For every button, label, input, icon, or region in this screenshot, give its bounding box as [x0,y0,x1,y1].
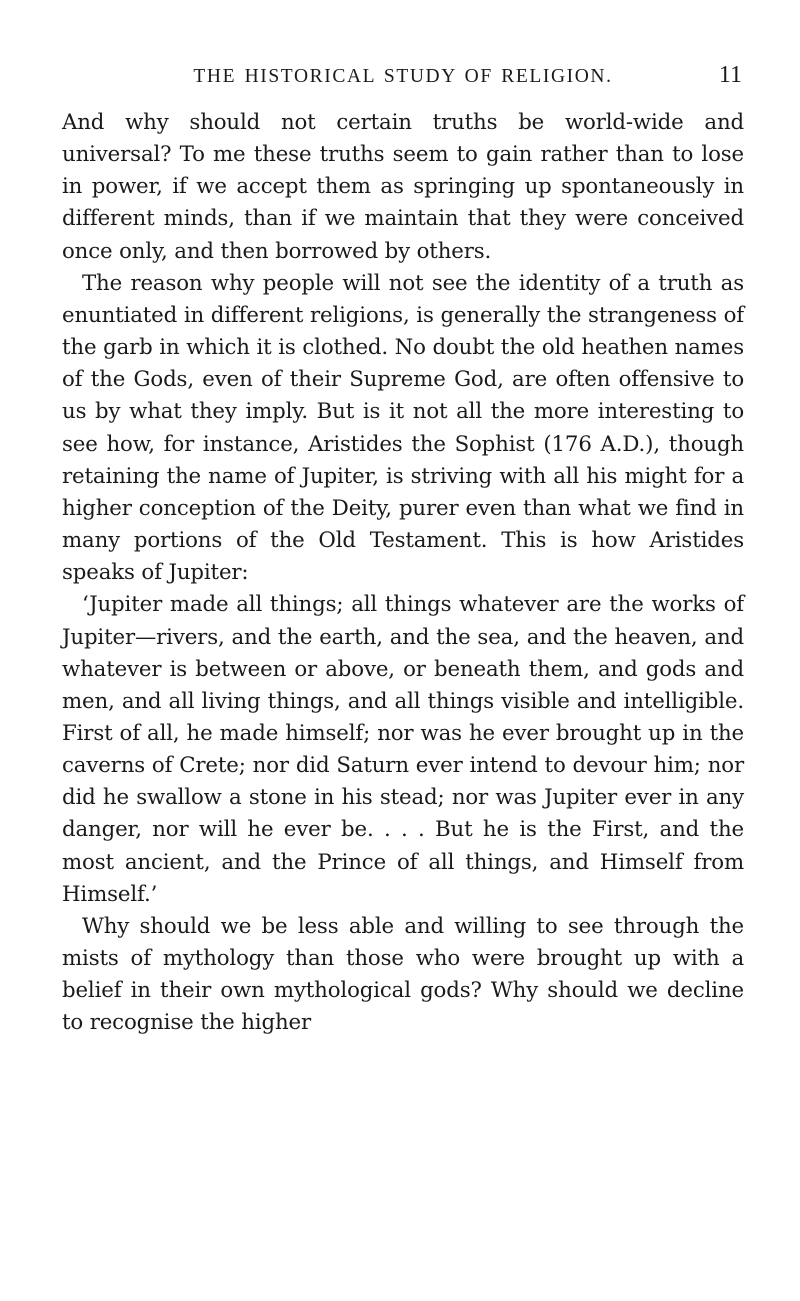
paragraph-2: The reason why people will not see the identity of a truth as enuntiated in different religions, is generally the strangeness of the garb in which it is clothed. No doubt the old heathen names of the Gods, even of their Supreme God, are often offensive to us by what they imply. But is it not all the more interesting to see how, for instance, Aristides the Sophist (176 A.D.), though retaining the name of Jupiter, is striving with all his might for a higher conception of the Deity, purer even than what we find in many portions of the Old Testament. This is how Aristides speaks of Jupiter: [62,270,744,586]
paragraph-4: Why should we be less able and willing to see through the mists of mythology than those who were brought up with a belief in their own mythological gods? Why should we decline to recognise the higher [62,913,744,1036]
paragraph-1: And why should not certain truths be world-wide and universal? To me these truths seem to gain rather than to lose in power, if we accept them as springing up spontaneously in different minds, than if we maintain that they were conceived once only, and then borrowed by others. [62,110,744,264]
book-page [62,58,744,1040]
paragraph-3-quotation: ‘Jupiter made all things; all things whatever are the works of Jupiter—rivers, and the earth, and the sea, and the heaven, and whatever is between or above, or beneath them, and gods and men, and all living things, and all things visible and intelligible. First of all, he made himself; nor was he ever brought up in the caverns of Crete; nor did Saturn ever intend to devour him; nor did he swallow a stone in his stead; nor was Jupiter ever in any danger, nor will he ever be. . . . But he is the First, and the most ancient, and the Prince of all things, and Himself from Himself.’ [62,592,744,907]
page-number: 11 [718,62,742,88]
body-text [62,107,744,1040]
running-title: THE HISTORICAL STUDY OF RELIGION. [193,66,613,87]
page-header [62,58,744,98]
